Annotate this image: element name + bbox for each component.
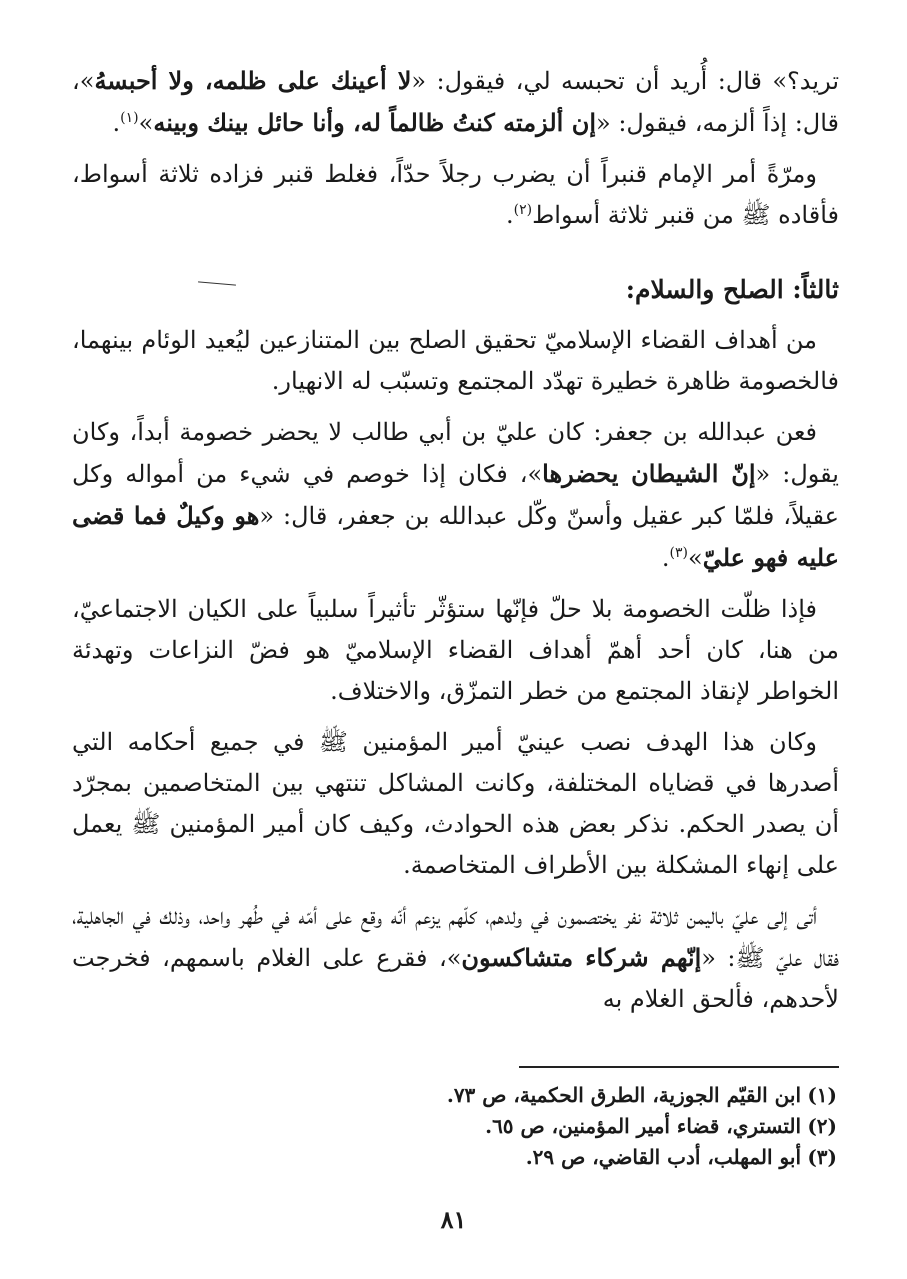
text-span: » xyxy=(138,109,154,137)
paragraph-1 xyxy=(72,60,839,144)
footnote-ref[interactable]: (١) xyxy=(120,110,139,126)
quote-bold: إن ألزمته كنتُ ظالماً له، وأنا حائل بينك وبينه xyxy=(153,108,596,137)
footnote-number: (١) xyxy=(807,1083,837,1107)
text-span: »، قال: إذاً ألزمه، فيقول: « xyxy=(72,67,839,137)
section-heading: ثالثاً: الصلح والسلام: xyxy=(625,275,839,304)
text-span: . xyxy=(506,201,514,229)
text-span: » xyxy=(688,544,703,572)
paragraph-7 xyxy=(72,896,839,1020)
quote-bold: إنّ الشيطان يحضرها xyxy=(542,459,756,488)
footnote-divider xyxy=(519,1066,839,1068)
paragraph-2 xyxy=(72,154,839,236)
footnote-number: (٣) xyxy=(807,1145,837,1169)
paragraph-4 xyxy=(72,412,839,579)
footnote-text: ابن القيّم الجوزية، الطرق الحكمية، ص ٧٣. xyxy=(446,1083,801,1107)
text-span: فعن عبدالله بن جعفر: كان عليّ بن أبي طالب لا يحضر خصومة أبداً، وكان يقول: « xyxy=(72,418,839,488)
footnote-item xyxy=(77,1111,837,1142)
footnotes-list xyxy=(77,1080,837,1173)
footnote-item xyxy=(77,1080,837,1111)
text-span: »، فقرع على الغلام باسمهم، فخرجت لأحدهم، فألحق الغلام به xyxy=(72,944,839,1013)
footnote-ref[interactable]: (٢) xyxy=(513,202,533,218)
footnote-text: التستري، قضاء أمير المؤمنين، ص ٦٥. xyxy=(485,1114,801,1138)
paragraph-3: من أهداف القضاء الإسلاميّ تحقيق الصلح بين المتنازعين ليُعيد الوئام بينهما، فالخصومة ظاهرة خطيرة تهدّد المجتمع وتسبّب له الانهيار. xyxy=(72,326,839,395)
text-span: ومرّةً أمر الإمام قنبراً أن يضرب رجلاً حدّاً، فغلط قنبر فزاده ثلاثة أسواط، فأقاده ﷺ من قنبر ثلاثة أسواط xyxy=(72,160,839,229)
page-number: ٨١ xyxy=(440,1205,467,1234)
footnote-ref[interactable]: (٣) xyxy=(669,545,689,561)
text-span: . xyxy=(661,544,670,572)
footnote-item xyxy=(77,1142,837,1173)
paragraph-5: فإذا ظلّت الخصومة بلا حلّ فإنّها ستؤثّر تأثيراً سلبياً على الكيان الاجتماعيّ، من هنا، كان أحد أهمّ أهداف القضاء الإسلاميّ هو فضّ النزاعات وتهدئة الخواطر لإنقاذ المجتمع من خطر التمزّق، والاختلاف. xyxy=(72,595,839,705)
text-span: تريد؟» قال: أُريد أن تحبسه لي، فيقول: « xyxy=(411,67,839,95)
text-span: . xyxy=(112,109,121,137)
paragraph-6: وكان هذا الهدف نصب عينيّ أمير المؤمنين ﷺ في جميع أحكامه التي أصدرها في قضاياه المختلفة، وكانت المشاكل تنتهي بين المتخاصمين بمجرّد أن يصدر الحكم. نذكر بعض هذه الحوادث، وكيف كان أمير المؤمنين ﷺ يعمل على إنهاء المشكلة بين الأطراف المتخاصمة. xyxy=(72,728,839,879)
footnote-text: أبو المهلب، أدب القاضي، ص ٢٩. xyxy=(525,1145,801,1169)
footnote-number: (٢) xyxy=(807,1114,837,1138)
text-span: »، فكان إذا خوصم في شيء من أمواله وكل عقيلاً، فلمّا كبر عقيل وأسنّ وكّل عبدالله بن جعفر، قال: « xyxy=(72,460,839,530)
text-span: أتى إلى عليّ باليمن ثلاثة نفر يختصمون في ولدهم، كلّهم يزعم أنّه وقع على أمّه في طُهر واحد، وذلك في الجاهلية، فقال عليّ ﷺ: « xyxy=(72,902,840,972)
quote-bold: هو وكيلٌ فما قضى عليه فهو عليّ xyxy=(72,501,839,572)
quote-bold: لا أعينك على ظلمه، ولا أحبسهُ xyxy=(94,66,412,95)
quote-bold: إنّهم شركاء متشاكسون xyxy=(461,943,702,972)
